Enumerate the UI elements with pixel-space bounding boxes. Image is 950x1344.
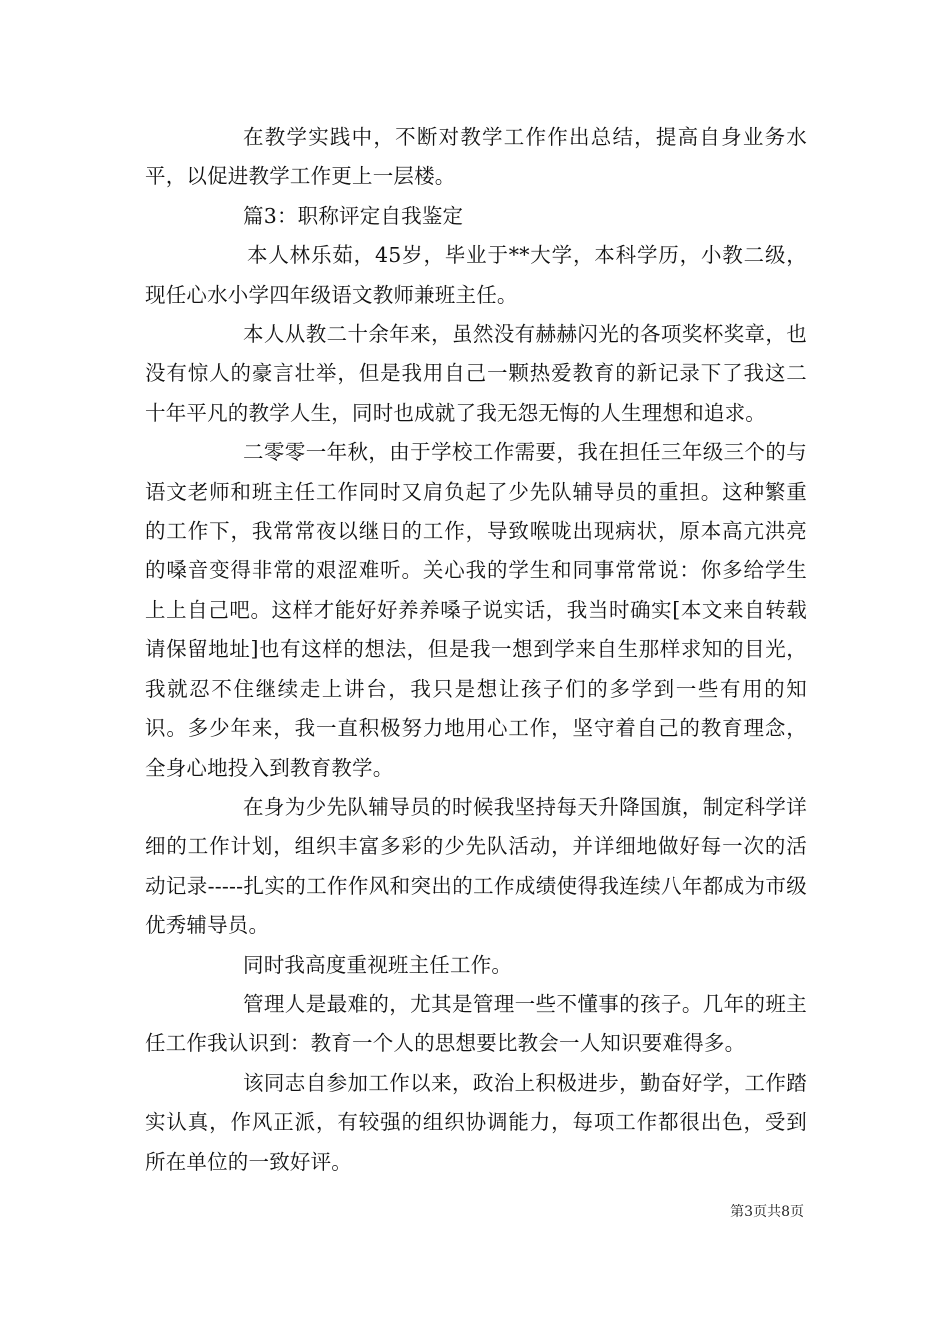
paragraph: 同时我高度重视班主任工作。 xyxy=(243,952,513,977)
paragraph: 本人林乐茹，45岁，毕业于**大学，本科学历，小教二级，现任心水小学四年级语文教师兼班主任。 xyxy=(145,243,807,307)
paragraph: 该同志自参加工作以来，政治上积极进步，勤奋好学，工作踏实认真，作风正派，有较强的组织协调能力，每项工作都很出色，受到所在单位的一致好评。 xyxy=(145,1070,807,1174)
paragraph: 在教学实践中，不断对教学工作作出总结，提高自身业务水平，以促进教学工作更上一层楼。 xyxy=(145,125,807,189)
section-heading: 篇3：职称评定自我鉴定 xyxy=(243,203,464,228)
page-number: 第3页共8页 xyxy=(730,1204,804,1220)
document-body xyxy=(145,118,807,1182)
paragraph: 本人从教二十余年来，虽然没有赫赫闪光的各项奖杯奖章，也没有惊人的豪言壮举，但是我用自己一颗热爱教育的新记录下了我这二十年平凡的教学人生，同时也成就了我无怨无悔的人生理想和追求。 xyxy=(145,322,807,425)
paragraph: 在身为少先队辅导员的时候我坚持每天升降国旗，制定科学详细的工作计划，组织丰富多彩的少先队活动，并详细地做好每一次的活动记录-----扎实的工作作风和突出的工作成绩使得我连续八年都成为市级优秀辅导员。 xyxy=(145,794,807,938)
paragraph: 管理人是最难的，尤其是管理一些不懂事的孩子。几年的班主任工作我认识到：教育一个人的思想要比教会一人知识要难得多。 xyxy=(145,991,807,1056)
paragraph: 二零零一年秋，由于学校工作需要，我在担任三年级三个的与语文老师和班主任工作同时又肩负起了少先队辅导员的重担。这种繁重的工作下，我常常夜以继日的工作，导致喉咙出现病状，原本高亢洪亮的嗓音变得非常的艰涩难听。关心我的学生和同事常常说：你多给学生上上自己吧。这样才能好好养养嗓子说实话，我当时确实[本文来自转载请保留地址]也有这样的想法，但是我一想到学来自生那样求知的目光，我就忍不住继续走上讲台，我只是想让孩子们的多学到一些有用的知识。多少年来，我一直积极努力地用心工作，坚守着自己的教育理念，全身心地投入到教育教学。 xyxy=(145,440,807,780)
